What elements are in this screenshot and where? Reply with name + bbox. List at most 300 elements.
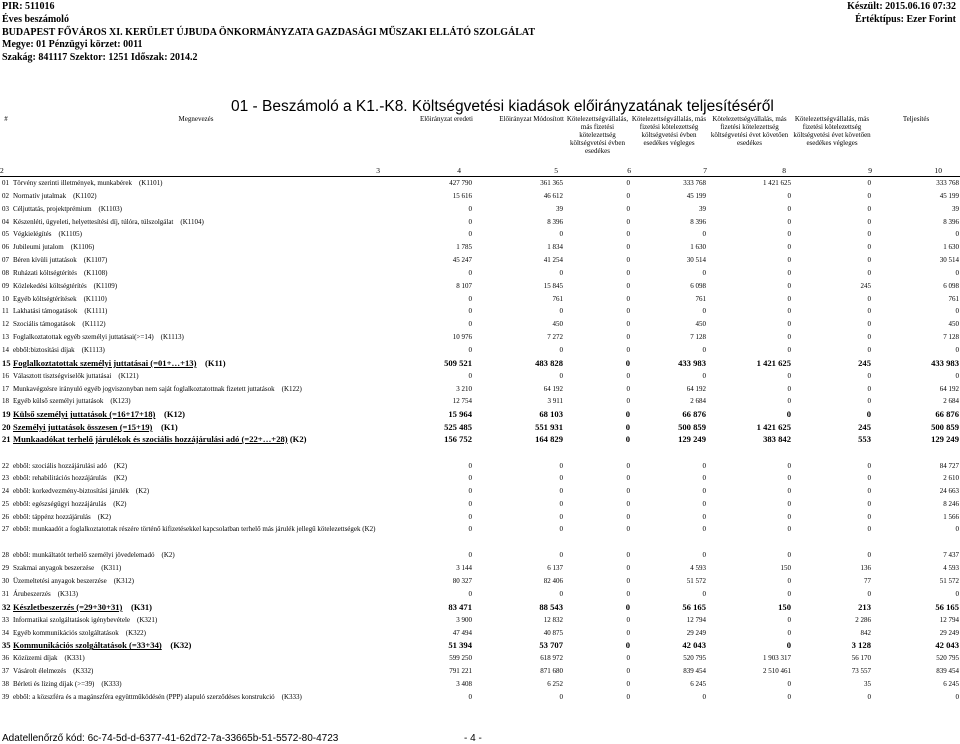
row-label-text: Informatikai szolgáltatások igénybevétele	[13, 615, 131, 624]
col-performance: Teljesítés	[902, 115, 930, 123]
row-code: (K1112)	[82, 320, 106, 329]
cell-value: 0	[626, 230, 630, 239]
cell-value: 0	[626, 179, 630, 187]
cell-value: 129 249	[678, 433, 706, 444]
cell-value: 0	[559, 500, 563, 509]
cell-value: 0	[787, 345, 791, 354]
cell-value: 0	[626, 551, 630, 560]
cell-value: 0	[867, 512, 871, 521]
row-label	[12, 691, 380, 704]
cell-value: 0	[787, 384, 791, 393]
row-label-text: Árubeszerzés	[13, 590, 51, 598]
cell-value: 53 707	[539, 640, 563, 651]
row-code: (K2)	[362, 524, 376, 533]
row-label-text: ebből: szociális hozzájárulási adó	[13, 461, 107, 470]
row-label	[12, 575, 380, 588]
row-code: (K2)	[113, 500, 127, 509]
row-number: 30	[2, 577, 9, 586]
cell-value: 1 630	[690, 243, 706, 252]
cell-value: 0	[867, 333, 871, 342]
table-row	[0, 639, 960, 652]
cell-value: 0	[626, 294, 630, 303]
row-code: (K1103)	[98, 204, 123, 213]
cell-value: 0	[626, 268, 630, 277]
cell-value: 0	[867, 307, 871, 316]
col-number: 3	[12, 167, 380, 177]
cell-value: 599 250	[449, 654, 472, 663]
cell-value: 0	[955, 230, 959, 239]
row-number: 19	[2, 409, 11, 420]
integrity-code: Adatellenőrző kód: 6c-74-5d-d-6377-41-62d72-7a-33665b-51-5572-80-4723	[2, 733, 339, 744]
table-row	[0, 575, 960, 588]
cell-value: 383 842	[763, 433, 791, 444]
cell-value: 0	[867, 461, 871, 470]
cell-value: 0	[559, 371, 563, 380]
cell-value: 3 144	[456, 564, 472, 573]
cell-value: 0	[786, 640, 791, 651]
cell-value: 618 972	[540, 654, 563, 663]
cell-value: 0	[867, 384, 871, 393]
col-commitment-after-final: Kötelezettségvállalás, más fizetési kötelezettség költségvetési évet követően esedékes végleges	[793, 115, 871, 147]
cell-value: 156 752	[444, 433, 472, 444]
row-label-text: Üzemeltetési anyagok beszerzése	[13, 577, 107, 586]
row-label	[12, 614, 380, 627]
cell-value: 12 794	[686, 615, 706, 624]
cell-value: 35	[864, 679, 871, 688]
cell-value: 0	[468, 590, 472, 598]
cell-value: 450	[552, 320, 563, 329]
row-code: (K122)	[281, 384, 302, 393]
cell-value: 164 829	[535, 433, 563, 444]
cell-value: 0	[468, 217, 472, 226]
table-row	[0, 293, 960, 306]
cell-value: 450	[948, 320, 959, 329]
table-row	[0, 305, 960, 318]
cell-value: 0	[787, 524, 791, 533]
row-label	[12, 241, 380, 254]
row-code: (K2)	[135, 487, 150, 496]
cell-value: 51 394	[448, 640, 472, 651]
row-label	[12, 190, 380, 203]
cell-value: 0	[787, 230, 791, 239]
cell-value: 0	[787, 628, 791, 637]
cell-value: 0	[559, 524, 563, 533]
report-header	[2, 1, 535, 65]
cell-value: 0	[867, 590, 871, 598]
row-number: 39	[2, 692, 9, 701]
cell-value: 0	[867, 474, 871, 483]
row-code: (K31)	[131, 601, 153, 612]
row-label	[12, 357, 380, 370]
cell-value: 45 199	[686, 191, 706, 200]
row-code: (K1107)	[83, 256, 108, 265]
row-code: (K1106)	[70, 243, 95, 252]
cell-value: 0	[626, 397, 630, 406]
cell-value: 0	[702, 474, 706, 483]
row-number: 07	[2, 256, 9, 265]
report-type: Éves beszámoló	[2, 13, 69, 25]
sector-line: Szakág: 841117 Szektor: 1251 Időszak: 2014.2	[2, 52, 198, 64]
cell-value: 0	[866, 409, 871, 420]
row-code: (K333)	[281, 692, 302, 701]
table-row	[0, 267, 960, 280]
row-number: 21	[2, 433, 11, 444]
row-number: 18	[2, 397, 9, 406]
cell-value: 0	[787, 204, 791, 213]
cell-value: 0	[867, 256, 871, 265]
row-number: 27	[2, 524, 9, 533]
cell-value: 0	[867, 204, 871, 213]
cell-value: 42 043	[935, 640, 959, 651]
row-label	[12, 370, 380, 383]
cell-value: 0	[626, 256, 630, 265]
cell-value: 0	[702, 524, 706, 533]
cell-value: 0	[559, 692, 563, 701]
cell-value: 56 170	[851, 654, 871, 663]
cell-value: 0	[559, 268, 563, 277]
cell-value: 0	[626, 628, 630, 637]
row-label-text: Jubileumi jutalom	[13, 243, 64, 252]
cell-value: 0	[867, 397, 871, 406]
cell-value: 0	[626, 667, 630, 676]
col-commitment-after: Kötelezettségvállalás, más fizetési kötelezettség költségvetési évet követően esedékes	[710, 115, 789, 147]
cell-value: 6 098	[943, 281, 959, 290]
cell-value: 64 192	[686, 384, 706, 393]
cell-value: 842	[860, 628, 871, 637]
cell-value: 0	[867, 524, 871, 533]
cell-value: 0	[702, 345, 706, 354]
table-row	[0, 498, 960, 511]
row-code: (K1102)	[73, 191, 97, 200]
row-label-text: Béren kívüli juttatások	[13, 256, 77, 265]
cell-value: 2 286	[855, 615, 871, 624]
cell-value: 0	[468, 524, 472, 533]
table-row	[0, 588, 960, 601]
cell-value: 0	[626, 577, 630, 586]
row-code: (K1113)	[160, 333, 184, 342]
cell-value: 6 137	[547, 564, 563, 573]
column-number-row	[0, 167, 960, 177]
cell-value: 51 572	[686, 577, 706, 586]
row-label-text: Szakmai anyagok beszerzése	[13, 564, 95, 573]
row-number: 20	[2, 422, 11, 433]
row-number: 12	[2, 320, 9, 329]
cell-value: 0	[787, 243, 791, 252]
row-label	[12, 331, 380, 344]
row-number: 13	[2, 333, 9, 342]
table-row	[0, 331, 960, 344]
cell-value: 0	[787, 320, 791, 329]
cell-value: 66 876	[682, 409, 706, 420]
cell-value: 0	[955, 590, 959, 598]
row-label	[12, 639, 380, 652]
cell-value: 56 165	[682, 601, 706, 612]
cell-value: 3 210	[456, 384, 472, 393]
row-label-text: Vásárolt élelmezés	[13, 667, 67, 676]
cell-value: 0	[787, 256, 791, 265]
row-code: (K11)	[205, 357, 226, 368]
row-label-text: Egyéb költségtérítések	[13, 294, 77, 303]
table-row	[0, 627, 960, 640]
cell-value: 0	[626, 500, 630, 509]
cell-value: 433 983	[678, 357, 706, 368]
cell-value: 0	[955, 524, 959, 533]
row-number: 34	[2, 628, 9, 637]
cell-value: 73 557	[851, 667, 871, 676]
cell-value: 0	[468, 461, 472, 470]
cell-value: 0	[702, 371, 706, 380]
cell-value: 30 514	[686, 256, 706, 265]
table-row	[0, 562, 960, 575]
cell-value: 0	[787, 615, 791, 624]
cell-value: 0	[626, 512, 630, 521]
row-code: (K1111)	[84, 307, 108, 316]
cell-value: 1 903 317	[763, 654, 791, 663]
cell-value: 0	[787, 577, 791, 586]
cell-value: 0	[867, 345, 871, 354]
row-code: (K311)	[101, 564, 122, 573]
column-header-row	[0, 115, 960, 167]
cell-value: 0	[867, 551, 871, 560]
row-label	[12, 601, 380, 614]
cell-value: 433 983	[931, 357, 959, 368]
row-code: (K2)	[161, 551, 175, 560]
table-row	[0, 216, 960, 229]
row-label	[12, 588, 380, 601]
col-hash: #	[4, 115, 8, 123]
cell-value: 0	[787, 692, 791, 701]
row-label	[12, 627, 380, 640]
cell-value: 1 421 625	[763, 179, 791, 187]
cell-value: 1 566	[943, 512, 959, 521]
row-label	[12, 678, 380, 691]
cell-value: 30 514	[939, 256, 959, 265]
cell-value: 333 768	[936, 179, 959, 187]
table-row	[0, 678, 960, 691]
cell-value: 0	[867, 692, 871, 701]
cell-value: 136	[860, 564, 871, 573]
row-label-text: Végkielégítés	[13, 230, 52, 239]
page-title: 01 - Beszámoló a K1.-K8. Költségvetési kiadások előirányzatának teljesítéséről	[231, 98, 774, 115]
cell-value: 64 192	[543, 384, 563, 393]
cell-value: 83 471	[448, 601, 472, 612]
cell-value: 0	[468, 692, 472, 701]
row-label	[12, 318, 380, 331]
cell-value: 0	[468, 204, 472, 213]
row-label-text: Készletbeszerzés (=29+30+31)	[13, 601, 123, 612]
cell-value: 0	[468, 230, 472, 239]
table-row	[0, 395, 960, 408]
row-code: (K2)	[97, 512, 111, 521]
cell-value: 520 795	[683, 654, 706, 663]
row-label-text: ebből: munkaadót a foglalkoztatottak részére történő kifizetésekkel kapcsolatban terhelő más járulék jellegű kötelezettségek	[13, 524, 361, 533]
cell-value: 0	[955, 345, 959, 354]
cell-value: 0	[559, 307, 563, 316]
row-label	[12, 421, 380, 434]
cell-value: 245	[858, 422, 871, 433]
col-original-appropriation: Előirányzat eredeti	[419, 115, 473, 123]
row-label-text: Választott tisztségviselők juttatásai	[13, 371, 112, 380]
cell-value: 0	[468, 551, 472, 560]
cell-value: 41 254	[543, 256, 563, 265]
row-number: 09	[2, 281, 9, 290]
row-code: (K332)	[73, 667, 94, 676]
cell-value: 483 828	[535, 357, 563, 368]
cell-value: 0	[702, 461, 706, 470]
cell-value: 15 616	[452, 191, 472, 200]
row-label	[12, 177, 380, 190]
cell-value: 0	[559, 461, 563, 470]
cell-value: 46 612	[543, 191, 563, 200]
cell-value: 0	[468, 487, 472, 496]
row-label-text: Lakhatási támogatások	[13, 307, 78, 316]
cell-value: 68 103	[539, 409, 563, 420]
cell-value: 0	[559, 551, 563, 560]
row-label	[12, 293, 380, 306]
cell-value: 0	[955, 692, 959, 701]
row-label-text: Közüzemi díjak	[13, 654, 58, 663]
cell-value: 6 245	[943, 679, 959, 688]
cell-value: 0	[787, 191, 791, 200]
cell-value: 3 408	[456, 679, 472, 688]
row-number: 26	[2, 512, 9, 521]
cell-value: 245	[858, 357, 871, 368]
row-label-text: ebből: korkedvezmény-biztosítási járulék	[13, 487, 129, 496]
cell-value: 0	[626, 345, 630, 354]
row-label	[12, 472, 380, 485]
cell-value: 150	[780, 564, 791, 573]
row-code: (K121)	[118, 371, 139, 380]
cell-value: 0	[787, 487, 791, 496]
cell-value: 0	[626, 654, 630, 663]
cell-value: 0	[626, 461, 630, 470]
cell-value: 0	[787, 294, 791, 303]
row-code: (K32)	[170, 640, 192, 651]
cell-value: 47 494	[452, 628, 472, 637]
cell-value: 39	[699, 204, 706, 213]
row-number: 37	[2, 667, 9, 676]
cell-value: 0	[787, 551, 791, 560]
row-label-text: Céljuttatás, projektprémium	[13, 204, 92, 213]
cell-value: 8 396	[547, 217, 563, 226]
cell-value: 761	[948, 294, 959, 303]
cell-value: 245	[860, 281, 871, 290]
col-commitment-year-final: Kötelezettségvállalás, más fizetési kötelezettség költségvetési évben esedékes végleges	[631, 115, 707, 147]
row-label	[12, 280, 380, 293]
table-row	[0, 601, 960, 614]
col-number: 9	[792, 167, 872, 177]
table-row	[0, 254, 960, 267]
cell-value: 509 521	[444, 357, 472, 368]
table-row	[0, 549, 960, 562]
cell-value: 6 245	[690, 679, 706, 688]
cell-value: 3 900	[456, 615, 472, 624]
row-number: 32	[2, 601, 11, 612]
value-unit: Értéktípus: Ezer Forint	[855, 13, 956, 25]
row-label-text: Foglalkoztatottak személyi juttatásai (=01+…+13)	[13, 357, 197, 368]
cell-value: 0	[468, 320, 472, 329]
cell-value: 39	[556, 204, 563, 213]
cell-value: 45 199	[939, 191, 959, 200]
cell-value: 40 875	[543, 628, 563, 637]
pir-number: PIR: 511016	[2, 1, 55, 12]
cell-value: 0	[702, 551, 706, 560]
county-line: Megye: 01 Pénzügyi körzet: 0011	[2, 39, 143, 51]
row-number: 22	[2, 461, 9, 470]
table-row	[0, 421, 960, 434]
row-label	[12, 203, 380, 216]
col-number: 10	[872, 167, 960, 177]
row-code: (K1104)	[180, 217, 204, 226]
cell-value: 0	[626, 204, 630, 213]
cell-value: 0	[626, 217, 630, 226]
cell-value: 77	[864, 577, 871, 586]
cell-value: 0	[625, 601, 630, 612]
cell-value: 520 795	[936, 654, 959, 663]
cell-value: 0	[702, 590, 706, 598]
cell-value: 3 128	[851, 640, 871, 651]
row-label-text: Kommunikációs szolgáltatások (=33+34)	[13, 640, 162, 651]
row-label	[12, 485, 380, 498]
row-label	[12, 228, 380, 241]
cell-value: 213	[858, 601, 871, 612]
table-row	[0, 691, 960, 704]
col-commitment-year: Kötelezettségvállalás, más fizetési kötelezettség költségvetési évben esedékes	[566, 115, 629, 155]
row-label	[12, 395, 380, 408]
cell-value: 333 768	[683, 179, 706, 187]
row-label-text: Egyéb kommunikációs szolgáltatások	[13, 628, 119, 637]
cell-value: 0	[468, 474, 472, 483]
cell-value: 4 593	[690, 564, 706, 573]
row-label-text: Külső személyi juttatások (=16+17+18)	[13, 409, 156, 420]
row-number: 23	[2, 474, 9, 483]
table-row	[0, 511, 960, 524]
cell-value: 0	[625, 357, 630, 368]
cell-value: 0	[625, 640, 630, 651]
cell-value: 7 437	[943, 551, 959, 560]
row-number: 06	[2, 243, 9, 252]
cell-value: 1 421 625	[756, 357, 791, 368]
col-number: 4	[380, 167, 473, 177]
cell-value: 500 859	[931, 422, 959, 433]
cell-value: 551 931	[535, 422, 563, 433]
cell-value: 1 834	[547, 243, 563, 252]
row-code: (K333)	[101, 679, 122, 688]
row-code: (K1101)	[138, 179, 163, 187]
cell-value: 0	[559, 487, 563, 496]
page-number: - 4 -	[464, 733, 482, 744]
cell-value: 7 128	[690, 333, 706, 342]
row-label-text: ebből: rehabilitációs hozzájárulás	[13, 474, 107, 483]
cell-value: 0	[955, 371, 959, 380]
cell-value: 42 043	[682, 640, 706, 651]
row-label-text: Munkavégzésre irányuló egyéb jogviszonyban nem saját foglalkoztatottnak fizetett juttatások	[13, 384, 275, 393]
cell-value: 0	[559, 230, 563, 239]
row-label	[12, 267, 380, 280]
cell-value: 29 249	[686, 628, 706, 637]
cell-value: 0	[559, 345, 563, 354]
cell-value: 56 165	[935, 601, 959, 612]
cell-value: 66 876	[935, 409, 959, 420]
row-label-text: ebből: a közszféra és a magánszféra együttműködésén (PPP) alapuló szerződéses konstrukció	[13, 692, 275, 701]
cell-value: 0	[702, 692, 706, 701]
row-code: (K1105)	[58, 230, 82, 239]
cell-value: 0	[955, 268, 959, 277]
table-row	[0, 203, 960, 216]
cell-value: 80 327	[452, 577, 472, 586]
cell-value: 839 454	[683, 667, 706, 676]
row-label-text: Egyéb külső személyi juttatások	[13, 397, 104, 406]
